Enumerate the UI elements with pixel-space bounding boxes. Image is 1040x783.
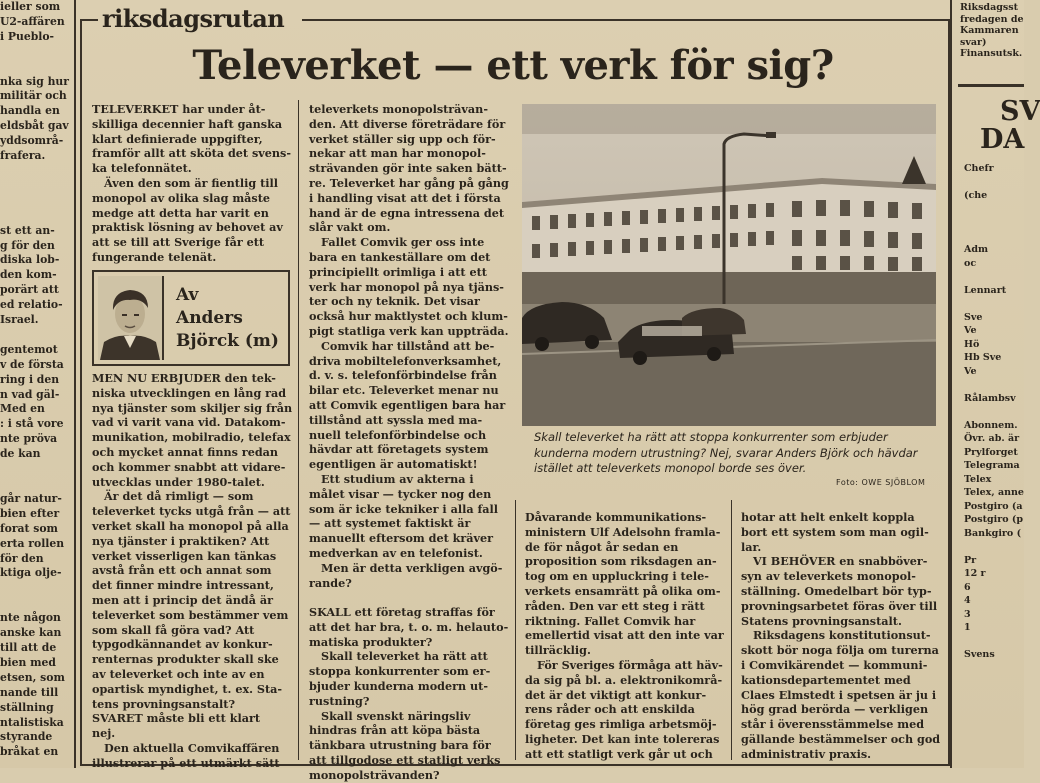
text-line: ntalistiska <box>0 715 64 729</box>
text-line: bara en tankeställare om det <box>309 249 491 264</box>
text-line: manuellt eftersom det kräver <box>309 531 494 546</box>
fragment-line: Postgiro (p <box>964 514 1023 525</box>
right-masthead <box>980 98 1040 154</box>
text-line: i Comvikärendet — kommuni- <box>741 657 928 672</box>
fragment-line: Ve <box>964 365 977 377</box>
text-line: pigt statliga verk kan uppträda. <box>309 323 509 338</box>
text-line: diska lob- <box>0 253 60 267</box>
text-line: Comvik har tillstånd att be- <box>321 338 495 353</box>
headline: Televerket — ett verk för sig? <box>192 42 834 89</box>
fragment-line: (che <box>964 190 988 201</box>
text-line: driva mobiltelefonverksamhet, <box>309 353 502 368</box>
text-line: hög grad berörda — verkligen <box>741 702 929 717</box>
text-line: frafera. <box>0 149 46 163</box>
text-line: egentligen är automatiskt! <box>309 457 478 472</box>
text-line: n vad gäl- <box>0 387 60 401</box>
text-line: fungerande telenät. <box>92 249 217 264</box>
text-line: att ett statligt verk går ut och <box>525 746 713 761</box>
text-line <box>0 328 70 343</box>
photo-credit: Foto: OWE SJÖBLOM <box>836 478 926 487</box>
text-line: vad vi varit vana vid. Datakom- <box>92 415 286 430</box>
text-line: Även den som är fientlig till <box>104 175 279 190</box>
fragment-line: Telex, anne <box>964 487 1024 498</box>
text-line: som skall få göra vad? Att <box>92 622 255 637</box>
text-line: Är det då rimligt — som <box>104 489 254 504</box>
text-line <box>0 179 70 194</box>
text-line: — att systemet faktiskt är <box>309 516 471 531</box>
text-line: skott bör noga följa om turerna <box>741 643 939 658</box>
text-line: den kom- <box>0 268 57 282</box>
text-line: nej. <box>92 726 116 741</box>
fragment-line <box>964 203 1024 217</box>
text-line: ställning. Omedelbart bör typ- <box>741 583 932 598</box>
text-line: verket ställer sig upp och för- <box>309 131 496 146</box>
text-line: nte någon <box>0 611 61 625</box>
text-line: nte pröva <box>0 432 58 446</box>
column-rule-2 <box>515 500 516 760</box>
fragment-line: Prylforget <box>964 446 1018 458</box>
text-line: som är icke tekniker i alla fall <box>309 501 499 516</box>
fragment-line: Telegrama <box>964 460 1020 471</box>
column-2 <box>309 102 509 782</box>
text-line: illustrerar på ett utmärkt sätt <box>92 755 280 770</box>
text-line: Men är detta verkligen avgö- <box>321 560 503 575</box>
text-line: att tillgodose ett statligt verks <box>309 753 501 768</box>
text-line: anske kan <box>0 626 62 640</box>
text-line: Ett studium av akterna i <box>321 471 474 486</box>
text-line: för den <box>0 551 44 565</box>
text-line: handla en <box>0 104 60 118</box>
text-line: Fallet Comvik ger oss inte <box>321 235 485 250</box>
text-line: typgodkännandet av konkur- <box>92 637 273 652</box>
text-line: monopol av olika slag måste <box>92 190 271 205</box>
text-line: riktning. Fallet Comvik har <box>525 613 696 628</box>
fragment-line: Lennart <box>964 284 1007 296</box>
text-line: att Comvik egentligen bara har <box>309 397 506 412</box>
text-line: etsen, som <box>0 670 65 684</box>
text-line <box>0 164 70 179</box>
text-line: lar. <box>741 539 762 554</box>
byline-line-2: Anders <box>176 308 243 328</box>
right-column-rule <box>950 0 952 768</box>
right-top-fragment <box>960 2 1024 60</box>
text-line: tillräcklig. <box>525 643 591 658</box>
text-line: gällande bestämmelser och god <box>741 731 941 746</box>
text-line: re. Televerket har gång på gång <box>309 175 509 190</box>
text-line: ka telefonnätet. <box>92 161 192 176</box>
text-line: rustning? <box>309 693 370 708</box>
text-line: nya tjänster i praktiken? Att <box>92 533 270 548</box>
text-line: ställning <box>0 700 54 714</box>
text-line: de för något år sedan en <box>525 539 679 554</box>
text-line: niska utvecklingen en lång rad <box>92 385 287 400</box>
text-line: v de första <box>0 357 64 371</box>
text-line: råden. Den var ett steg i rätt <box>525 598 705 613</box>
text-line: målet visar — tycker nog den <box>309 486 492 501</box>
text-line: hindras från att köpa bästa <box>309 723 481 738</box>
text-line: militär och <box>0 89 67 103</box>
fragment-line <box>964 540 1024 554</box>
text-line: bort ett system som man ogil- <box>741 524 929 539</box>
fragment-line: Telex <box>964 473 992 485</box>
text-line: g för den <box>0 238 55 252</box>
text-line: Den aktuella Comvikaffären <box>104 740 280 755</box>
text-line: företag ges rimliga arbetsmöj- <box>525 717 717 732</box>
text-line: bilar etc. Televerket menar nu <box>309 383 499 398</box>
column-1-bottom <box>92 371 293 770</box>
author-portrait <box>98 276 164 360</box>
text-line: yddsområ- <box>0 134 64 148</box>
text-line: hotar att helt enkelt koppla <box>741 510 915 524</box>
text-line: eldsbåt gav <box>0 119 69 133</box>
fragment-line: Hb Sve <box>964 352 1002 363</box>
right-divider <box>958 84 1024 87</box>
fragment-line: Sve <box>964 311 983 323</box>
masthead-line-1: SV <box>1000 96 1040 127</box>
text-line: nka sig hur <box>0 74 69 88</box>
text-line: och mycket annat finns redan <box>92 444 279 459</box>
text-line: monopolsträvanden? <box>309 767 440 782</box>
fragment-line: Kammaren <box>960 25 1019 36</box>
text-line: ieller som <box>0 0 61 13</box>
column-4 <box>741 510 941 761</box>
fragment-line <box>964 230 1024 244</box>
text-line <box>0 45 70 60</box>
fragment-line: 12 r <box>964 568 986 579</box>
article-photo <box>522 104 936 426</box>
fragment-line: Riksdagsst <box>960 2 1018 13</box>
text-line: slår vakt om. <box>309 220 391 235</box>
column-rule-1 <box>298 100 299 760</box>
text-line: avstå från ett och annat som <box>92 563 272 578</box>
fragment-line: 6 <box>964 581 971 593</box>
text-line: stoppa konkurrenter som er- <box>309 664 491 679</box>
text-line: verkets ensamrätt på olika om- <box>525 583 721 598</box>
text-line: strävanden gör inte saken bätt- <box>309 161 507 176</box>
text-line: nya tjänster som skiljer sig från <box>92 400 293 415</box>
text-line: ktiga olje- <box>0 566 62 580</box>
text-line: U2-affären <box>0 14 65 28</box>
text-line: till att de <box>0 640 57 654</box>
text-line: skilliga decennier haft ganska <box>92 116 283 131</box>
text-line: hand är de egna intressena det <box>309 205 504 220</box>
photo-caption: Skall televerket ha rätt att stoppa konkurrenter som erbjuder kunderna modern utrustning? Nej, svarar Anders Björk och hävdar istället att televerkets monopol borde ses över. <box>534 430 918 475</box>
text-line: verk har monopol på nya tjäns- <box>309 279 504 294</box>
text-line: Riksdagens konstitutionsut- <box>753 628 931 643</box>
fragment-line: Rålambsv <box>964 392 1016 404</box>
text-line: televerket som bestämmer vem <box>92 607 289 622</box>
fragment-line <box>964 405 1024 419</box>
text-line <box>0 209 70 224</box>
text-line: klart definierade uppgifter, <box>92 131 263 146</box>
fragment-line: svar) <box>960 36 987 48</box>
fragment-line <box>964 216 1024 230</box>
text-line: administrativ praxis. <box>741 746 872 761</box>
frame-top-left <box>80 19 98 21</box>
text-line: ligheter. Det kan inte tolereras <box>525 731 720 746</box>
text-line: i handling visat att det i första <box>309 190 501 205</box>
text-line: MEN NU ERBJUDER den tek- <box>92 371 276 385</box>
text-line: principiellt orimliga i att ett <box>309 264 487 279</box>
text-line: praktisk lösning av behovet av <box>92 220 283 235</box>
fragment-line: Pr <box>964 554 977 566</box>
fragment-line: 3 <box>964 608 971 620</box>
text-line: proposition som riksdagen an- <box>525 554 717 569</box>
text-line: För Sveriges förmåga att häv- <box>537 657 723 672</box>
fragment-line <box>964 270 1024 284</box>
text-line: VI BEHÖVER en snabböver- <box>753 554 928 569</box>
text-line: tog om en uppluckring i tele- <box>525 569 709 584</box>
column-1-top <box>92 102 291 268</box>
text-line: matiska produkter? <box>309 634 433 649</box>
fragment-line: Övr. ab. är <box>964 433 1020 444</box>
text-line: forat som <box>0 521 58 535</box>
text-line: ter och ny teknik. Det visar <box>309 294 480 309</box>
text-line: televerkets monopolsträvan- <box>309 102 488 116</box>
text-line: i Pueblo- <box>0 29 55 43</box>
fragment-line: Adm <box>964 244 989 255</box>
left-column-fragment <box>0 0 70 768</box>
text-line <box>0 462 70 477</box>
text-line: Statens provningsanstalt. <box>741 613 902 628</box>
text-line: provningsarbetet föras över till <box>741 598 938 613</box>
text-line: opartisk myndighet, t. ex. Sta- <box>92 681 283 696</box>
text-line <box>0 581 70 596</box>
text-line: : i stå vore <box>0 417 64 431</box>
text-line <box>0 596 70 611</box>
fragment-line: Hö <box>964 338 980 350</box>
text-line <box>0 60 70 75</box>
text-line: det finner mindre intressant, <box>92 578 274 593</box>
text-line: rande? <box>309 575 352 590</box>
text-line: Skall svenskt näringsliv <box>321 708 471 723</box>
byline-box <box>92 270 290 366</box>
fragment-line: Finansutsk. <box>960 48 1023 59</box>
text-line: televerket tycks utgå från — att <box>92 504 291 519</box>
text-line: verket skall ha monopol på alla <box>92 518 289 533</box>
text-line: styrande <box>0 730 53 744</box>
text-line: nuell telefonförbindelse och <box>309 427 487 442</box>
fragment-line: 4 <box>964 595 971 606</box>
text-line: nekar att man har monopol- <box>309 146 486 161</box>
text-line: de kan <box>0 447 41 461</box>
text-line: utvecklas under 1980-talet. <box>92 474 265 489</box>
text-line: ed relatio- <box>0 298 63 312</box>
text-line: bråkat en <box>0 745 59 759</box>
text-line: kationsdepartementet med <box>741 672 911 687</box>
text-line <box>309 590 504 605</box>
text-line: Dåvarande kommunikations- <box>525 510 707 524</box>
text-line: SKALL ett företag straffas för <box>309 605 495 620</box>
fragment-line: fredagen de <box>960 13 1024 25</box>
fragment-line: Chefr <box>964 163 994 174</box>
text-line: Israel. <box>0 313 39 327</box>
text-line: Claes Elmstedt i spetsen är ju i <box>741 687 937 702</box>
byline-line-3: Björck (m) <box>176 331 279 351</box>
fragment-line: Bankgiro ( <box>964 527 1022 539</box>
text-line: gentemot <box>0 342 58 356</box>
text-line: st ett an- <box>0 223 55 237</box>
text-line: d. v. s. telefonförbindelse från <box>309 368 497 383</box>
text-line: TELEVERKET har under åt- <box>92 102 266 116</box>
text-line: munikation, mobilradio, telefax <box>92 430 291 445</box>
text-line: men att i princip det ändå är <box>92 592 273 607</box>
column-rule-3 <box>731 500 732 760</box>
text-line: att det har bra, t. o. m. helauto- <box>309 619 509 634</box>
text-line: medverkan av en telefonist. <box>309 545 483 560</box>
byline-line-1: Av <box>176 285 199 305</box>
text-line: erta rollen <box>0 536 65 550</box>
fragment-line: Svens <box>964 649 995 660</box>
text-line: ministern Ulf Adelsohn framla- <box>525 524 721 539</box>
text-line: framför allt att sköta det svens- <box>92 146 291 161</box>
fragment-line <box>964 297 1024 311</box>
text-line: SVARET måste bli ett klart <box>92 711 261 726</box>
text-line: verket visserligen kan tänkas <box>92 548 277 563</box>
fragment-line <box>964 635 1024 649</box>
text-line: tänkbara utrustning bara för <box>309 738 491 753</box>
text-line: går natur- <box>0 491 62 505</box>
text-line: också hur maktlystet och klum- <box>309 309 508 324</box>
text-line <box>0 477 70 492</box>
text-line: syn av televerkets monopol- <box>741 569 916 584</box>
section-kicker: riksdagsrutan <box>102 4 285 33</box>
text-line: bjuder kunderna modern ut- <box>309 679 488 694</box>
text-line: det är det viktigt att konkur- <box>525 687 707 702</box>
fragment-line: Postgiro (a <box>964 500 1023 512</box>
text-line: emellertid visat att den inte var <box>525 628 724 643</box>
fragment-line: Ve <box>964 325 977 336</box>
fragment-line <box>964 378 1024 392</box>
text-line: nande till <box>0 685 59 699</box>
text-line <box>0 194 70 209</box>
text-line: hävdar att företagets system <box>309 442 489 457</box>
fragment-line: Abonnem. <box>964 419 1018 431</box>
text-line: står i överensstämmelse med <box>741 717 925 732</box>
text-line: bien med <box>0 655 56 669</box>
column-3 <box>525 510 724 761</box>
text-line: tillstånd att syssla med ma- <box>309 412 483 427</box>
fragment-line: oc <box>964 257 977 269</box>
text-line: av televerket och inte av en <box>92 666 265 681</box>
text-line: medge att detta har varit en <box>92 205 269 220</box>
right-column-fragment <box>958 0 1040 768</box>
text-line: bien efter <box>0 506 60 520</box>
text-line: Skall televerket ha rätt att <box>321 649 488 664</box>
fragment-line <box>964 176 1024 190</box>
text-line: att se till att Sverige får ett <box>92 235 265 250</box>
text-line: tens provningsanstalt? <box>92 696 236 711</box>
frame-top-right <box>302 19 948 21</box>
text-line: porärt att <box>0 283 59 297</box>
text-line: och kommer snabbt att vidare- <box>92 459 286 474</box>
text-line: Med en <box>0 402 45 416</box>
text-line: da sig på bl. a. elektronikområ- <box>525 672 723 687</box>
masthead-line-2: DA <box>980 124 1025 155</box>
text-line: rens råder och att enskilda <box>525 702 695 717</box>
text-line: den. Att diverse företrädare för <box>309 116 506 131</box>
text-line: renternas produkter skall ske <box>92 652 279 667</box>
byline <box>176 284 279 353</box>
text-line: ring i den <box>0 372 60 386</box>
left-column-rule <box>74 0 76 768</box>
fragment-line: 1 <box>964 622 971 633</box>
right-lines-fragment <box>964 162 1024 662</box>
